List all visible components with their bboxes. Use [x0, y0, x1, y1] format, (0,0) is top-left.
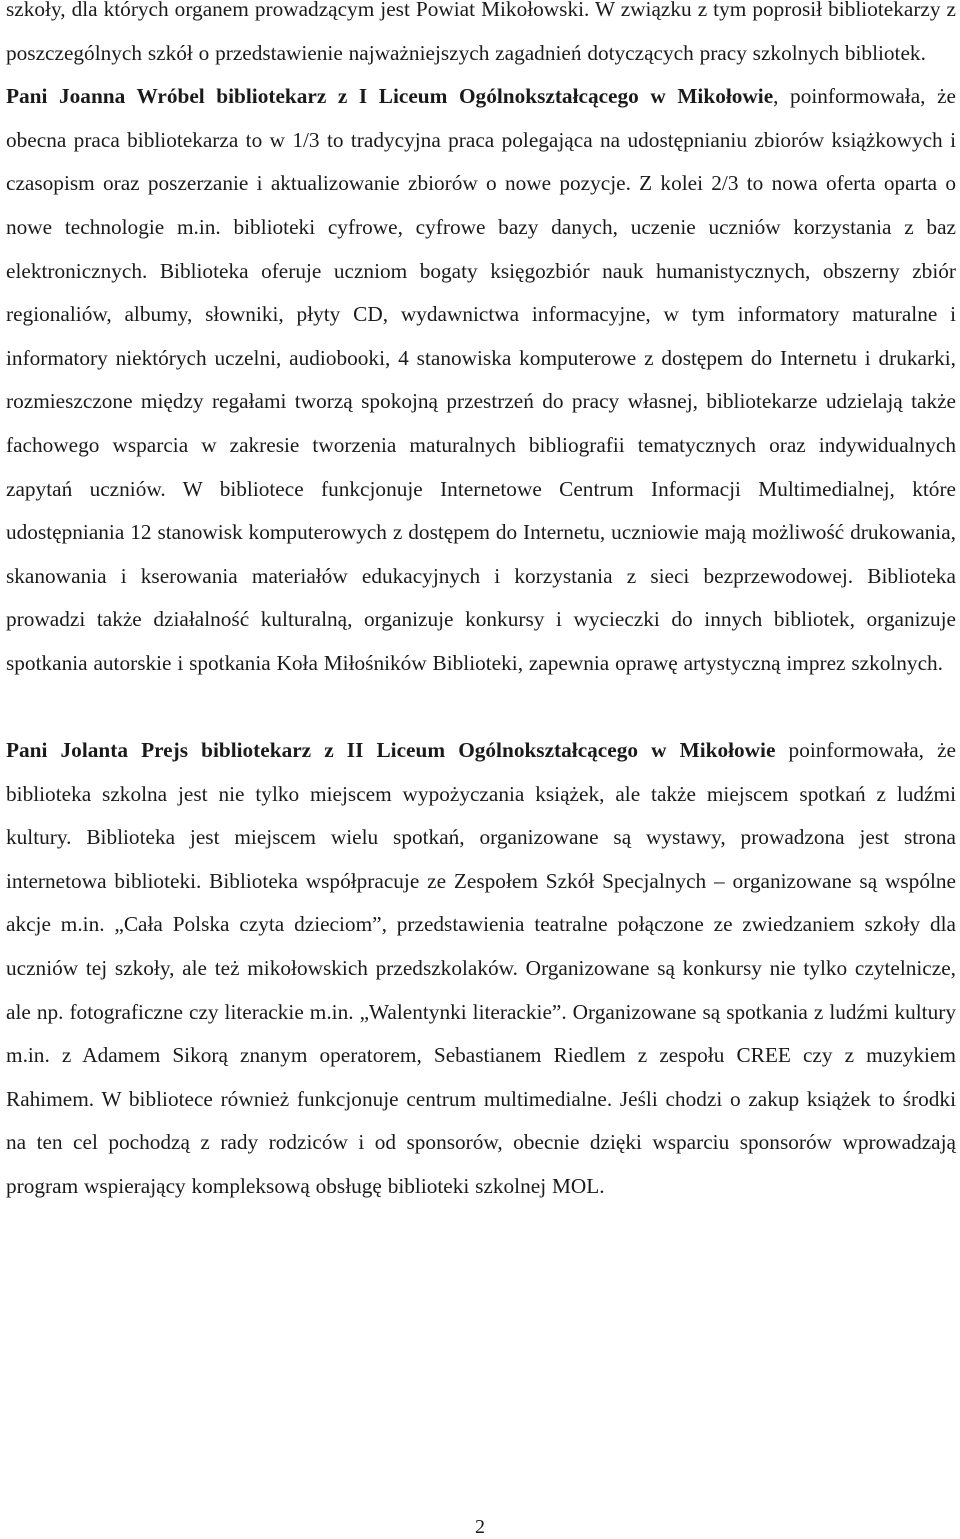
paragraph-gap — [6, 686, 956, 730]
page-number: 2 — [475, 1516, 485, 1538]
document-page — [6, 0, 956, 1209]
paragraph-jolanta-prejs — [6, 729, 956, 1209]
paragraph-text: , poinformowała, że obecna praca bibliotekarza to w 1/3 to tradycyjna praca polegająca na udostępnianiu zbiorów książkowych i czasopism oraz poszerzanie i aktualizowanie zbiorów o nowe pozycje. Z kolei 2/3 to nowa oferta oparta o nowe technologie m.in. biblioteki cyfrowe, cyfrowe bazy danych, uczenie uczniów korzystania z baz elektronicznych. Biblioteka oferuje uczniom bogaty księgozbiór nauk humanistycznych, obszerny zbiór regionaliów, albumy, słowniki, płyty CD, wydawnictwa informacyjne, w tym informatory maturalne i informatory niektórych uczelni, audiobooki, 4 stanowiska komputerowe z dostępem do Internetu i drukarki, rozmieszczone między regałami tworzą spokojną przestrzeń do pracy własnej, bibliotekarze udzielają także fachowego wsparcia w zakresie tworzenia maturalnych bibliografii tematycznych oraz indywidualnych zapytań uczniów. W bibliotece funkcjonuje Internetowe Centrum Informacji Multimedialnej, które udostępniania 12 stanowisk komputerowych z dostępem do Internetu, uczniowie mają możliwość drukowania, skanowania i kserowania materiałów edukacyjnych i korzystania z sieci bezprzewodowej. Biblioteka prowadzi także działalność kulturalną, organizuje konkursy i wycieczki do innych bibliotek, organizuje spotkania autorskie i spotkania Koła Miłośników Biblioteki, zapewnia oprawę artystyczną imprez szkolnych. — [6, 84, 956, 675]
paragraph-text: szkoły, dla których organem prowadzącym jest Powiat Mikołowski. W związku z tym poprosił bibliotekarzy z poszczególnych szkół o przedstawienie najważniejszych zagadnień dotyczących pracy szkolnych bibliotek. — [6, 0, 956, 65]
paragraph-lead-bold: Pani Jolanta Prejs bibliotekarz z II Liceum Ogólnokształcącego w Mikołowie — [6, 738, 776, 763]
paragraph-joanna-wrobel — [6, 75, 956, 685]
paragraph-intro-continuation — [6, 0, 956, 75]
paragraph-lead-bold: Pani Joanna Wróbel bibliotekarz z I Liceum Ogólnokształcącego w Mikołowie — [6, 84, 774, 109]
paragraph-text: poinformowała, że biblioteka szkolna jest nie tylko miejscem wypożyczania książek, ale także miejscem spotkań z ludźmi kultury. Biblioteka jest miejscem wielu spotkań, organizowane są wystawy, prowadzona jest strona internetowa biblioteki. Biblioteka współpracuje ze Zespołem Szkół Specjalnych – organizowane są wspólne akcje m.in. „Cała Polska czyta dzieciom”, przedstawienia teatralne połączone ze zwiedzaniem szkoły dla uczniów tej szkoły, ale też mikołowskich przedszkolaków. Organizowane są konkursy nie tylko czytelnicze, ale np. fotograficzne czy literackie m.in. „Walentynki literackie”. Organizowane są spotkania z ludźmi kultury m.in. z Adamem Sikorą znanym operatorem, Sebastianem Riedlem z zespołu CREE czy z muzykiem Rahimem. W bibliotece również funkcjonuje centrum multimedialne. Jeśli chodzi o zakup książek to środki na ten cel pochodzą z rady rodziców i od sponsorów, obecnie dzięki wsparciu sponsorów wprowadzają program wspierający kompleksową obsługę biblioteki szkolnej MOL. — [6, 738, 956, 1199]
